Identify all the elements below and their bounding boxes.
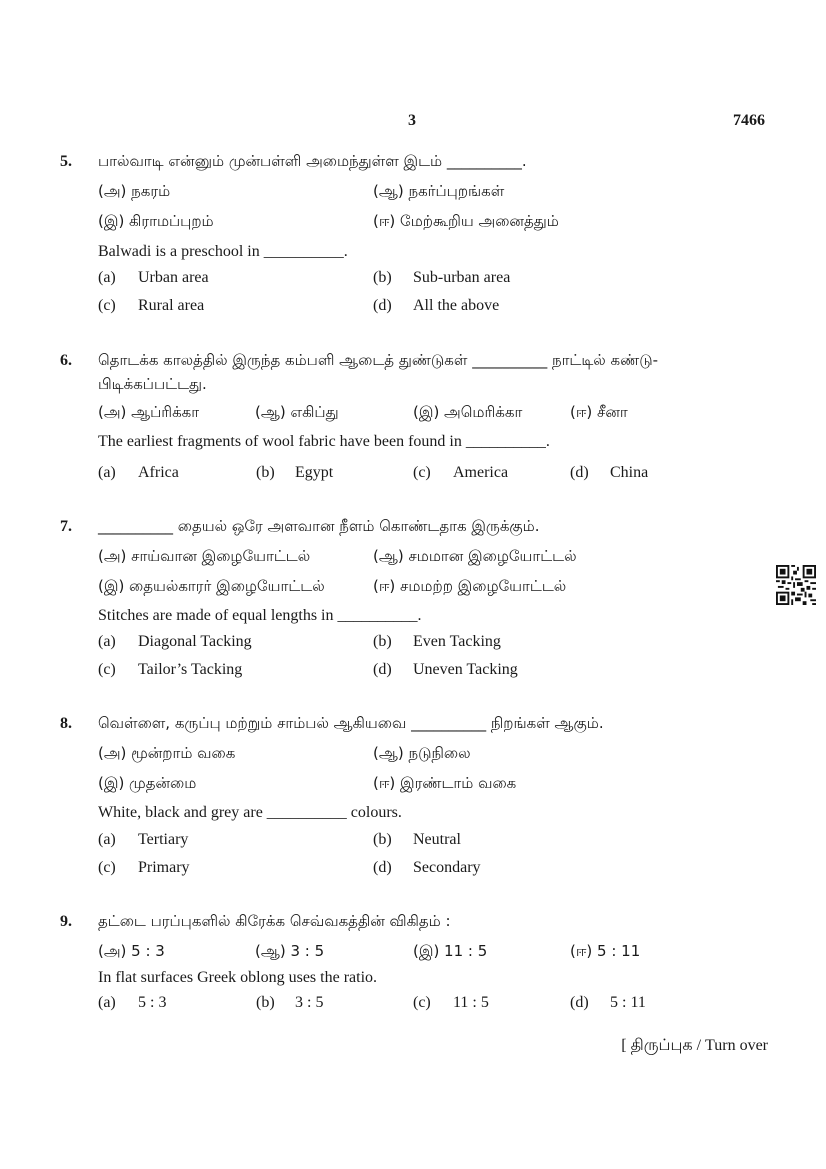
option-letter: (d) bbox=[373, 297, 392, 314]
turn-over-label: [ திருப்புக / Turn over bbox=[621, 1037, 768, 1054]
option-tamil: (இ) தையல்காரர் இழையோட்டல் bbox=[98, 577, 325, 595]
option-english: 11 : 5 bbox=[453, 994, 489, 1011]
option-tamil: (அ) ஆப்ரிக்கா bbox=[98, 403, 200, 421]
exam-code: 7466 bbox=[733, 112, 765, 129]
option-letter: (a) bbox=[98, 994, 116, 1011]
option-english: Diagonal Tacking bbox=[138, 633, 252, 650]
option-english: 5 : 11 bbox=[610, 994, 646, 1011]
question-text-english: Stitches are made of equal lengths in __________. bbox=[98, 607, 422, 624]
option-tamil: (இ) அமெரிக்கா bbox=[413, 403, 523, 421]
option-english: Tailor’s Tacking bbox=[138, 661, 243, 678]
option-english: Neutral bbox=[413, 831, 461, 848]
question-text-tamil: தட்டை பரப்புகளில் கிரேக்க செவ்வகத்தின் விகிதம் : bbox=[98, 912, 451, 930]
question-text-tamil: தொடக்க காலத்தில் இருந்த கம்பளி ஆடைத் துண்டுகள் __________ நாட்டில் கண்டு- bbox=[98, 351, 659, 369]
option-letter: (d) bbox=[373, 661, 392, 678]
question-text-english: White, black and grey are __________ colours. bbox=[98, 804, 402, 821]
option-english: America bbox=[453, 464, 509, 481]
option-tamil: (ஈ) 5 : 11 bbox=[570, 942, 641, 960]
option-letter: (c) bbox=[413, 994, 431, 1011]
option-tamil: (ஆ) நகர்ப்புறங்கள் bbox=[373, 182, 505, 200]
question-text-english: The earliest fragments of wool fabric have been found in __________. bbox=[98, 433, 550, 450]
option-letter: (d) bbox=[570, 994, 589, 1011]
qr-code-icon bbox=[776, 565, 816, 605]
option-tamil: (அ) நகரம் bbox=[98, 182, 171, 200]
option-english: 3 : 5 bbox=[295, 994, 324, 1011]
option-tamil: (ஆ) நடுநிலை bbox=[373, 744, 471, 762]
option-english: Even Tacking bbox=[413, 633, 501, 650]
option-english: China bbox=[610, 464, 649, 481]
option-letter: (a) bbox=[98, 269, 116, 286]
option-letter: (b) bbox=[373, 269, 392, 286]
option-letter: (d) bbox=[373, 859, 392, 876]
question-text-tamil: பால்வாடி என்னும் முன்பள்ளி அமைந்துள்ள இடம் __________. bbox=[98, 152, 527, 170]
option-tamil: (இ) கிராமப்புறம் bbox=[98, 212, 214, 230]
option-letter: (c) bbox=[98, 297, 116, 314]
option-english: Rural area bbox=[138, 297, 205, 314]
question-number: 6. bbox=[60, 352, 72, 369]
option-letter: (a) bbox=[98, 464, 116, 481]
page-number: 3 bbox=[408, 112, 416, 129]
option-tamil: (இ) முதன்மை bbox=[98, 774, 197, 792]
option-english: Secondary bbox=[413, 859, 481, 876]
option-tamil: (அ) சாய்வான இழையோட்டல் bbox=[98, 547, 311, 565]
option-tamil: (ஆ) சமமான இழையோட்டல் bbox=[373, 547, 577, 565]
question-number: 7. bbox=[60, 518, 72, 535]
option-letter: (c) bbox=[98, 859, 116, 876]
question-number: 5. bbox=[60, 153, 72, 170]
option-tamil: (ஈ) சீனா bbox=[570, 403, 628, 421]
option-letter: (a) bbox=[98, 633, 116, 650]
option-tamil: (அ) 5 : 3 bbox=[98, 942, 165, 960]
option-letter: (c) bbox=[413, 464, 431, 481]
option-english: Tertiary bbox=[138, 831, 189, 848]
question-text-tamil: __________ தையல் ஒரே அளவான நீளம் கொண்டதாக இருக்கும். bbox=[98, 517, 540, 535]
question-text-tamil-cont: பிடிக்கப்பட்டது. bbox=[98, 375, 207, 393]
option-english: All the above bbox=[413, 297, 500, 314]
option-letter: (c) bbox=[98, 661, 116, 678]
option-tamil: (அ) மூன்றாம் வகை bbox=[98, 744, 236, 762]
option-english: Africa bbox=[138, 464, 179, 481]
option-letter: (b) bbox=[373, 831, 392, 848]
option-letter: (d) bbox=[570, 464, 589, 481]
question-text-english: In flat surfaces Greek oblong uses the ratio. bbox=[98, 969, 378, 986]
option-tamil: (ஆ) 3 : 5 bbox=[255, 942, 325, 960]
option-tamil: (இ) 11 : 5 bbox=[413, 942, 488, 960]
question-number: 8. bbox=[60, 715, 72, 732]
question-text-tamil: வெள்ளை, கருப்பு மற்றும் சாம்பல் ஆகியவை __________ நிறங்கள் ஆகும். bbox=[98, 714, 604, 732]
option-tamil: (ஈ) சமமற்ற இழையோட்டல் bbox=[373, 577, 567, 595]
option-english: Egypt bbox=[295, 464, 334, 481]
option-letter: (b) bbox=[256, 994, 275, 1011]
option-letter: (b) bbox=[256, 464, 275, 481]
option-english: Uneven Tacking bbox=[413, 661, 518, 678]
option-english: 5 : 3 bbox=[138, 994, 167, 1011]
option-tamil: (ஈ) இரண்டாம் வகை bbox=[373, 774, 517, 792]
option-tamil: (ஆ) எகிப்து bbox=[255, 403, 339, 421]
option-letter: (b) bbox=[373, 633, 392, 650]
question-number: 9. bbox=[60, 913, 72, 930]
option-english: Sub-urban area bbox=[413, 269, 511, 286]
option-letter: (a) bbox=[98, 831, 116, 848]
option-english: Urban area bbox=[138, 269, 209, 286]
option-english: Primary bbox=[138, 859, 190, 876]
option-tamil: (ஈ) மேற்கூறிய அனைத்தும் bbox=[373, 212, 559, 230]
question-text-english: Balwadi is a preschool in __________. bbox=[98, 243, 348, 260]
